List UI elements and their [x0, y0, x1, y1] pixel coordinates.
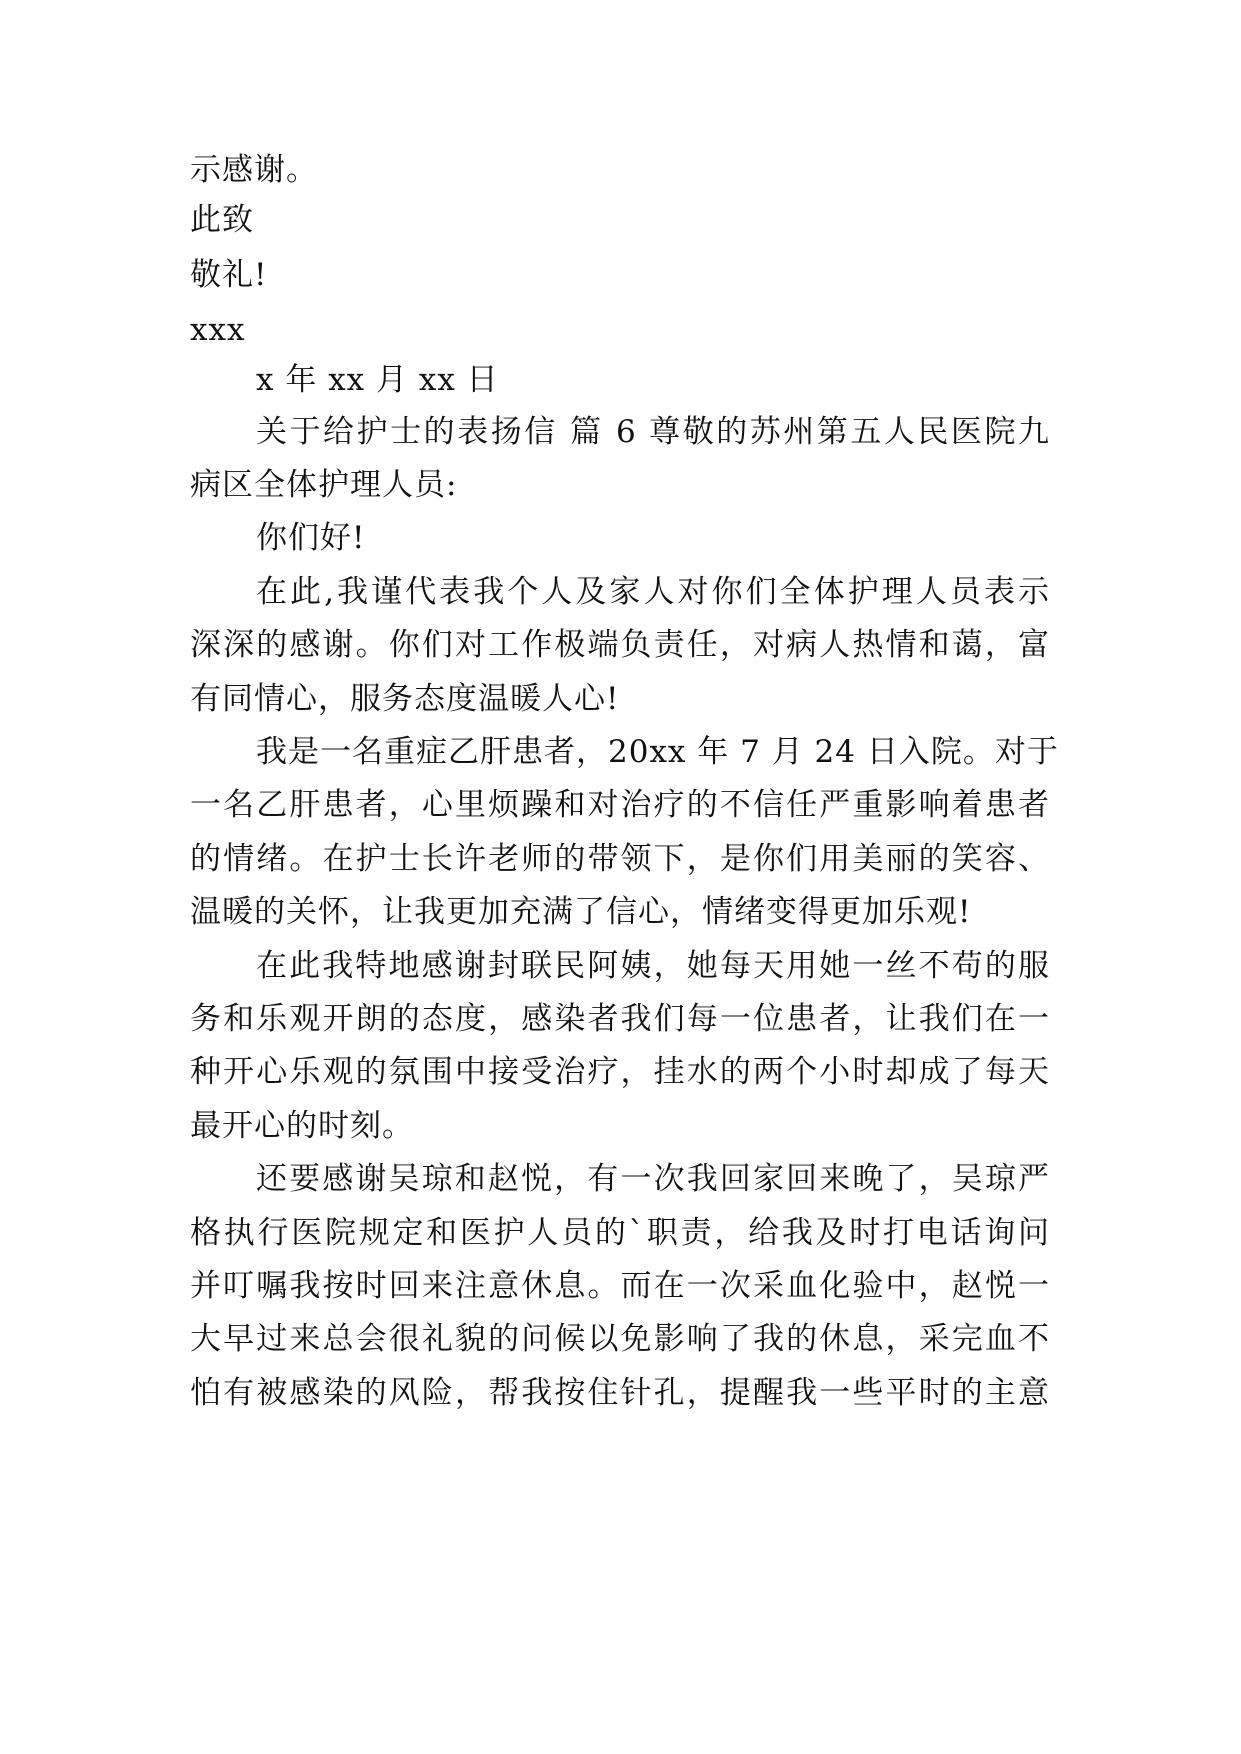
- text-line: 我是一名重症乙肝患者，20xx 年 7 月 24 日入院。对于: [256, 734, 1059, 770]
- text-line: 大早过来总会很礼貌的问候以免影响了我的休息，采完血不: [190, 1321, 1050, 1357]
- text-line: 的情绪。在护士长许老师的带领下，是你们用美丽的笑容、: [190, 841, 1050, 877]
- text-line: 一名乙肝患者，心里烦躁和对治疗的不信任严重影响着患者: [190, 787, 1050, 823]
- text-line: 怕有被感染的风险，帮我按住针孔，提醒我一些平时的主意: [190, 1375, 1050, 1411]
- text-line: 在此我特地感谢封联民阿姨，她每天用她一丝不苟的服: [256, 948, 1050, 984]
- text-line: 病区全体护理人员:: [190, 467, 458, 503]
- text-line: 在此,我谨代表我个人及家人对你们全体护理人员表示: [256, 574, 1050, 610]
- text-line: 深深的感谢。你们对工作极端负责任，对病人热情和蔼，富: [190, 627, 1050, 663]
- date-line: x 年 xx 月 xx 日: [256, 362, 499, 398]
- text-line: 关于给护士的表扬信 篇 6 尊敬的苏州第五人民医院九: [256, 414, 1050, 450]
- text-line: 你们好!: [256, 520, 366, 556]
- text-line: 还要感谢吴琼和赵悦，有一次我回家回来晚了，吴琼严: [256, 1161, 1050, 1197]
- text-line: 种开心乐观的氛围中接受治疗，挂水的两个小时却成了每天: [190, 1054, 1050, 1090]
- text-line: 有同情心，服务态度温暖人心!: [190, 681, 620, 717]
- text-line: 并叮嘱我按时回来注意休息。而在一次采血化验中，赵悦一: [190, 1268, 1050, 1304]
- text-line: 务和乐观开朗的态度，感染者我们每一位患者，让我们在一: [190, 1001, 1050, 1037]
- text-line: 示感谢。: [190, 152, 318, 188]
- text-line: 最开心的时刻。: [190, 1108, 414, 1144]
- text-line: 温暖的关怀，让我更加充满了信心，情绪变得更加乐观!: [190, 894, 972, 930]
- text-line: 敬礼!: [190, 257, 268, 293]
- text-line: xxx: [190, 312, 246, 348]
- text-line: 格执行医院规定和医护人员的`职责，给我及时打电话询问: [190, 1215, 1050, 1251]
- text-line: 此致: [190, 202, 254, 238]
